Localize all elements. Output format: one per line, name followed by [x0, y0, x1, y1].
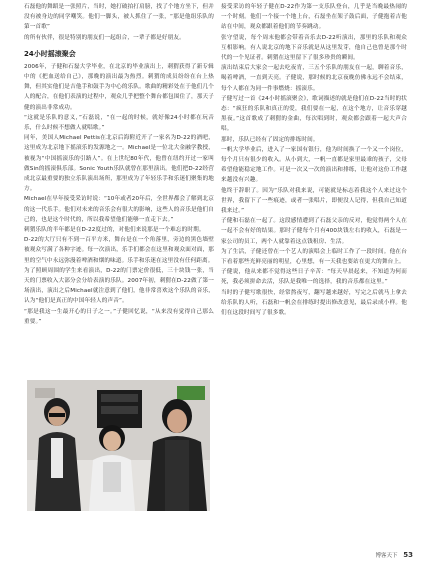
right-paragraph-11: 当时的子健写歌很快，经常熬夜写，翻写越来越好，写完之后就马上拿去给乐队的人听，石磊和一帆会在排练时提出修改意见，最后录成小样。他们在这段时间写了很多歌。	[221, 289, 407, 317]
right-paragraph-5: 那时，乐队已经有了固定的排练时间。	[221, 136, 319, 143]
magazine-name: 博客天下	[375, 553, 398, 559]
left-paragraph-1b: 的所有伙伴，很是特别的朋友们一起组合，一辈子都是好朋友。	[24, 34, 185, 41]
right-paragraph-9: 为了生活，子健还曾在一个艺人的演唱会上临时工作了一段时间。他在台下看着那些光鲜亮丽的明星，心里想，有一天我也要站在更大的舞台上。	[221, 248, 407, 266]
left-paragraph-9: “那是我这一生最开心的日子之一。”子健回忆说，“从来没有觉得自己那么重要。”	[24, 308, 214, 325]
left-paragraph-8: 为了照顾周围的学生来看演出，D-22的门票定价很低，三十块钱一张，当天的门票收入大部分会分给表演的乐队。2007年初，刺猬在D-22做了第一场演出，演出之后Michael就注意到了他们，他非常喜欢这个乐队的音乐，认为“他们是真正的中国年轻人的声音”。	[24, 267, 214, 305]
left-paragraph-3: “这就是乐队的意义，”石磊说，“在一起的时候，就好像24小时都在玩音乐，什么时候不想做人就唱歌。”	[24, 114, 214, 132]
section-heading: 24小时摇滚聚会	[24, 49, 76, 58]
left-paragraph-7: D-22的大厅只有不到一百平方米，舞台是在一个角落里，旁边的黑色墙壁被观众写满了各种字迹。每一次演出，乐手们都会在这里和观众面对面，那里的空气中永远弥漫着啤酒和烟的味道。乐手和乐迷在这里没有任何距离。	[24, 237, 214, 264]
right-paragraph-6: 一帆大学毕业后，进入了一家国有银行，他为时间换了一个又一个岗位，每个月只有很少的收入。从小到大，一帆一直都是家里最乖的孩子，父母希望他能稳定地工作。可是一次又一次的演出和排练，让他对这份工作越来越没有兴趣。	[221, 146, 407, 184]
right-paragraph-1: 接受采访的年轻子健在D-22作为第一支乐队登台，几乎是当晚最热闹的一个时刻。他们一个接一个地上台，石磊坐在架子鼓后面，子健抱着吉他站在中间，观众都跟着他们的节奏跳动。	[221, 4, 407, 31]
left-paragraph-2: 2006年，子健和石磊大学毕业，在北京的毕业演出上，刺猬获得了新专辑中的《把血送给自己》，那晚的演出最为热烈。刺猬的成员纷纷在台上热舞，但其实他们是吉他手和鼓手为中心的乐队。歌曲的精彩处在于他们几个人的配合，在他们表演的过程中，观众几乎把整个舞台都包围住了，那天子健的演出非常成功。	[24, 63, 214, 111]
right-paragraph-8: 子健和石磊在一起了。这段感情遭到了石磊父亲的反对，他觉得两个人在一起不会有好的结果。那时子健每个月有400块钱左右的收入，石磊是一家公司的员工，两个人就靠着这点钱租房、生活。	[221, 218, 407, 245]
right-paragraph-4: 子健写过一首《24小时摇滚聚会》，歌词描述的就是他们在D-22当时的状态：“疯狂的乐队和真正的爱，我们要在一起，在这个地方，让音乐穿越黑夜。”这首歌成了刺猬的金曲，每次唱到时，观众都会跟着一起大声合唱。	[221, 95, 407, 133]
left-paragraph-5: Michael在早年接受采访时说：“10年或者20年后，全世界都会了解到北京的这一代乐手。他们对未来的音乐会有很大的影响，这些人的音乐是他们自己的，也是这个时代的，所以我希望他们能够一直走下去。”	[24, 196, 214, 223]
right-paragraph-2: 张守望说，每个周末他都会带着音乐去D-22听演出，那里的乐队和观众互相影响。有人说北京的地下音乐就是从这里发芽，他自己也曾是那个时代的一个见证者。刺猬在这里留下了很多珍贵的瞬间。	[221, 34, 407, 62]
left-column	[24, 0, 214, 327]
right-paragraph-10: 子健说，他从来都不觉得这些日子辛苦：“每天早晨起来，不知道为何而死，我必须拼命去活，乐队是我唯一的选择，我的音乐都在这里。”	[221, 269, 407, 286]
right-column	[221, 0, 407, 318]
page-number: 53	[403, 551, 413, 559]
left-paragraph-4: 同年，美国人Michael Pettis在北京后海附近开了一家名为D-22的酒吧，这里成为北京地下摇滚乐的发源地之一。Michael是一位北大金融学教授，被视为“中国摇滚乐的引路人”。在上世纪80年代，他曾在纽约开过一家叫做Sin的摇滚俱乐部。Sonic Youth乐队就曾在那里演出。他们把D-22经营成北京最重要的独立乐队演出场所，那里成为了年轻乐手和乐迷们聚集的地方。	[24, 135, 214, 193]
right-paragraph-3: 演出结束后大家会一起去吃夜宵，三五个乐队的朋友在一起，聊着音乐，喝着啤酒，一直到天亮。子健说，那时候的北京夜晚仿佛永远不会结束，每个人都在为同一件事燃烧：摇滚乐。	[221, 65, 407, 92]
page-footer	[375, 551, 413, 559]
left-paragraph-1: 石磊他的舞蹈是一张照片，当时，她打破拍打肩膀，找了个地方坐下，但并没有被身边的同学嘲笑。他们一脚头，被人抓住了一张，“那是他组乐队的第一首歌”	[24, 4, 214, 31]
band-photo-illustration	[27, 380, 210, 511]
right-paragraph-7: 他终于辞职了。因为“乐队对我来说，可能就是标志着我这个人来过这个世界，我留下了一些痕迹，或者一张唱片，即便没人记得，但我自己知道我来过。”	[221, 187, 407, 215]
left-paragraph-6: 刺猬乐队的半年都是在D-22度过的，对他们来说那是一个难忘的时期。	[24, 227, 205, 234]
band-photo	[27, 380, 210, 511]
